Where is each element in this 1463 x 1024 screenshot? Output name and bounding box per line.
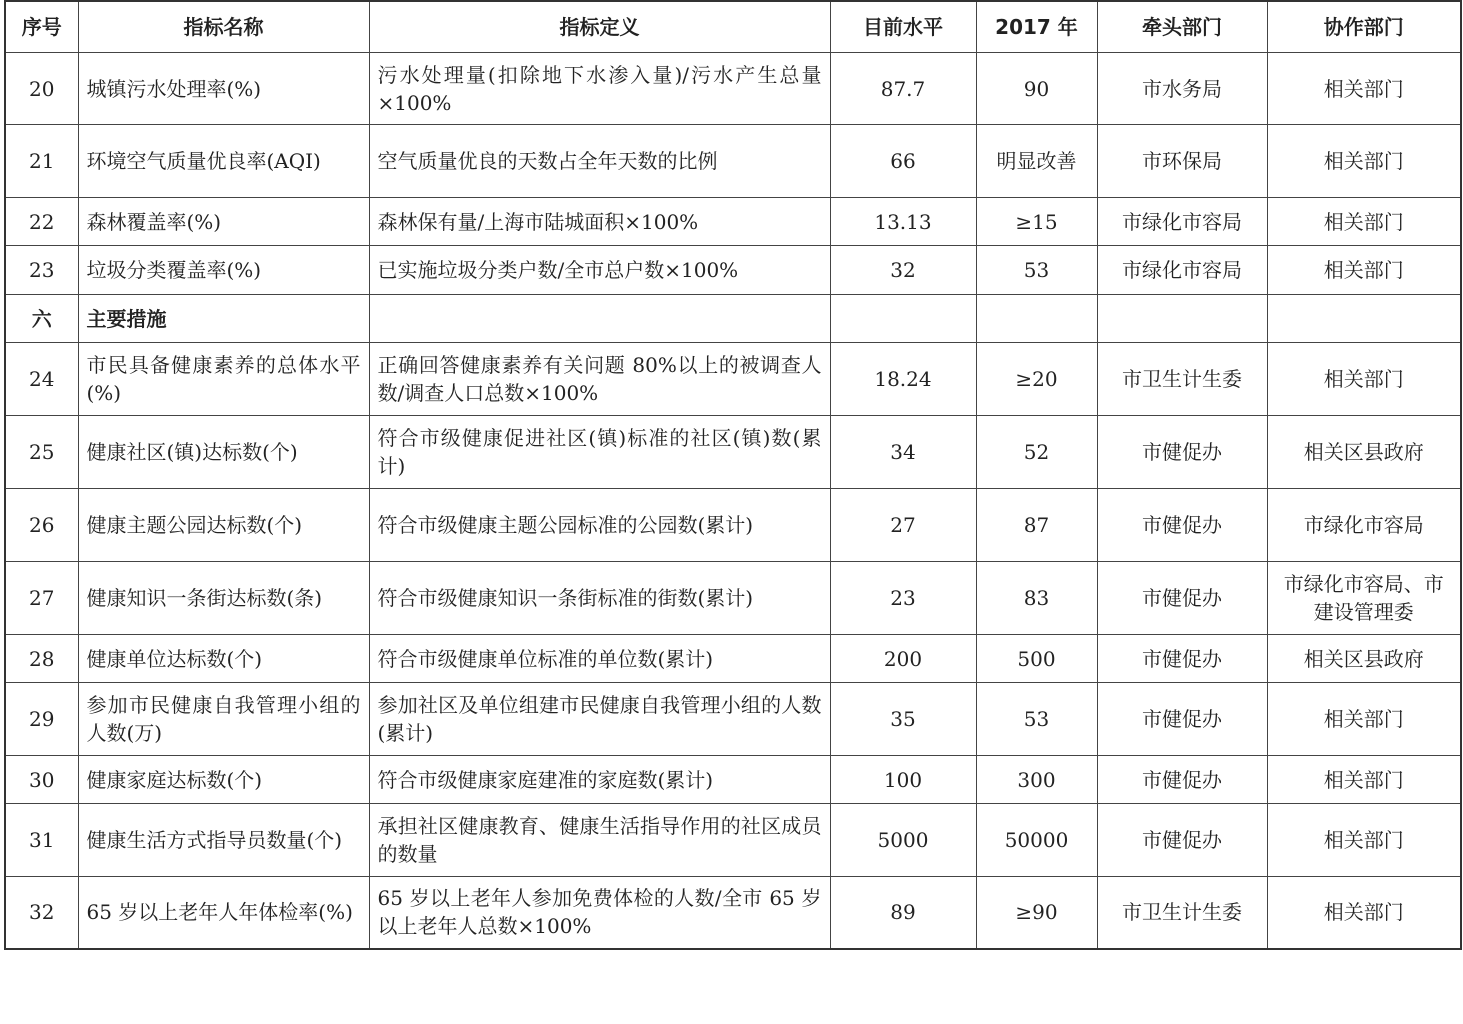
cell-2017: 500 <box>976 635 1097 683</box>
cell-coop-dept: 相关部门 <box>1267 756 1461 804</box>
cell-no: 23 <box>5 246 78 295</box>
cell-current <box>830 295 976 343</box>
header-lead-dept: 牵头部门 <box>1097 1 1267 53</box>
cell-name: 健康社区(镇)达标数(个) <box>78 416 369 489</box>
cell-2017: 明显改善 <box>976 125 1097 198</box>
cell-current: 23 <box>830 562 976 635</box>
cell-coop-dept: 相关部门 <box>1267 683 1461 756</box>
cell-definition: 森林保有量/上海市陆城面积×100% <box>369 198 830 246</box>
cell-definition: 符合市级健康知识一条街标准的街数(累计) <box>369 562 830 635</box>
header-no: 序号 <box>5 1 78 53</box>
cell-lead-dept: 市健促办 <box>1097 683 1267 756</box>
cell-2017: ≥15 <box>976 198 1097 246</box>
cell-definition: 参加社区及单位组建市民健康自我管理小组的人数(累计) <box>369 683 830 756</box>
cell-lead-dept: 市健促办 <box>1097 804 1267 877</box>
header-2017: 2017 年 <box>976 1 1097 53</box>
header-coop-dept: 协作部门 <box>1267 1 1461 53</box>
cell-no: 29 <box>5 683 78 756</box>
cell-definition <box>369 295 830 343</box>
cell-name: 主要措施 <box>78 295 369 343</box>
cell-name: 参加市民健康自我管理小组的人数(万) <box>78 683 369 756</box>
cell-lead-dept <box>1097 295 1267 343</box>
cell-name: 环境空气质量优良率(AQI) <box>78 125 369 198</box>
cell-no: 25 <box>5 416 78 489</box>
cell-2017: 83 <box>976 562 1097 635</box>
cell-2017: 300 <box>976 756 1097 804</box>
cell-definition: 符合市级健康家庭建准的家庭数(累计) <box>369 756 830 804</box>
table-row <box>5 246 1461 295</box>
table-row <box>5 198 1461 246</box>
cell-2017: 52 <box>976 416 1097 489</box>
cell-lead-dept: 市环保局 <box>1097 125 1267 198</box>
table-row <box>5 125 1461 198</box>
cell-no: 20 <box>5 53 78 125</box>
cell-current: 100 <box>830 756 976 804</box>
cell-2017 <box>976 295 1097 343</box>
cell-2017: 53 <box>976 246 1097 295</box>
cell-definition: 符合市级健康促进社区(镇)标准的社区(镇)数(累计) <box>369 416 830 489</box>
cell-definition: 空气质量优良的天数占全年天数的比例 <box>369 125 830 198</box>
cell-2017: ≥90 <box>976 877 1097 949</box>
table-row <box>5 562 1461 635</box>
cell-coop-dept: 相关部门 <box>1267 877 1461 949</box>
cell-coop-dept: 相关部门 <box>1267 343 1461 416</box>
cell-definition: 承担社区健康教育、健康生活指导作用的社区成员的数量 <box>369 804 830 877</box>
cell-lead-dept: 市卫生计生委 <box>1097 343 1267 416</box>
header-name: 指标名称 <box>78 1 369 53</box>
cell-coop-dept: 市绿化市容局 <box>1267 489 1461 562</box>
cell-lead-dept: 市健促办 <box>1097 756 1267 804</box>
table-row <box>5 877 1461 949</box>
cell-current: 87.7 <box>830 53 976 125</box>
cell-2017: 53 <box>976 683 1097 756</box>
cell-coop-dept <box>1267 295 1461 343</box>
table-row <box>5 53 1461 125</box>
cell-current: 18.24 <box>830 343 976 416</box>
cell-current: 66 <box>830 125 976 198</box>
cell-current: 34 <box>830 416 976 489</box>
cell-name: 健康主题公园达标数(个) <box>78 489 369 562</box>
cell-no: 26 <box>5 489 78 562</box>
table-header-row <box>5 1 1461 53</box>
cell-lead-dept: 市卫生计生委 <box>1097 877 1267 949</box>
table-row <box>5 489 1461 562</box>
table-row <box>5 343 1461 416</box>
cell-definition: 已实施垃圾分类户数/全市总户数×100% <box>369 246 830 295</box>
cell-no: 32 <box>5 877 78 949</box>
cell-name: 健康单位达标数(个) <box>78 635 369 683</box>
cell-name: 市民具备健康素养的总体水平(%) <box>78 343 369 416</box>
cell-current: 5000 <box>830 804 976 877</box>
table-row <box>5 416 1461 489</box>
cell-no: 30 <box>5 756 78 804</box>
cell-lead-dept: 市绿化市容局 <box>1097 246 1267 295</box>
cell-current: 13.13 <box>830 198 976 246</box>
header-definition: 指标定义 <box>369 1 830 53</box>
cell-name: 森林覆盖率(%) <box>78 198 369 246</box>
cell-lead-dept: 市健促办 <box>1097 635 1267 683</box>
cell-name: 健康生活方式指导员数量(个) <box>78 804 369 877</box>
cell-coop-dept: 相关部门 <box>1267 198 1461 246</box>
cell-lead-dept: 市健促办 <box>1097 562 1267 635</box>
cell-coop-dept: 相关部门 <box>1267 804 1461 877</box>
table-row <box>5 683 1461 756</box>
cell-name: 65 岁以上老年人年体检率(%) <box>78 877 369 949</box>
cell-name: 垃圾分类覆盖率(%) <box>78 246 369 295</box>
cell-no: 六 <box>5 295 78 343</box>
cell-name: 健康知识一条街达标数(条) <box>78 562 369 635</box>
table-row <box>5 804 1461 877</box>
cell-current: 200 <box>830 635 976 683</box>
cell-2017: 87 <box>976 489 1097 562</box>
cell-no: 22 <box>5 198 78 246</box>
cell-no: 28 <box>5 635 78 683</box>
cell-coop-dept: 相关部门 <box>1267 53 1461 125</box>
header-current: 目前水平 <box>830 1 976 53</box>
cell-coop-dept: 相关区县政府 <box>1267 416 1461 489</box>
cell-definition: 污水处理量(扣除地下水渗入量)/污水产生总量×100% <box>369 53 830 125</box>
cell-2017: 50000 <box>976 804 1097 877</box>
cell-definition: 正确回答健康素养有关问题 80%以上的被调查人数/调查人口总数×100% <box>369 343 830 416</box>
table-row <box>5 756 1461 804</box>
indicator-table <box>4 0 1462 950</box>
section-row <box>5 295 1461 343</box>
cell-current: 35 <box>830 683 976 756</box>
cell-coop-dept: 相关部门 <box>1267 125 1461 198</box>
cell-definition: 65 岁以上老年人参加免费体检的人数/全市 65 岁以上老年人总数×100% <box>369 877 830 949</box>
cell-no: 24 <box>5 343 78 416</box>
cell-coop-dept: 相关区县政府 <box>1267 635 1461 683</box>
cell-lead-dept: 市健促办 <box>1097 489 1267 562</box>
cell-no: 21 <box>5 125 78 198</box>
cell-current: 89 <box>830 877 976 949</box>
cell-definition: 符合市级健康单位标准的单位数(累计) <box>369 635 830 683</box>
cell-no: 27 <box>5 562 78 635</box>
cell-no: 31 <box>5 804 78 877</box>
cell-2017: ≥20 <box>976 343 1097 416</box>
cell-current: 32 <box>830 246 976 295</box>
cell-lead-dept: 市绿化市容局 <box>1097 198 1267 246</box>
cell-2017: 90 <box>976 53 1097 125</box>
cell-coop-dept: 市绿化市容局、市建设管理委 <box>1267 562 1461 635</box>
cell-lead-dept: 市水务局 <box>1097 53 1267 125</box>
cell-name: 健康家庭达标数(个) <box>78 756 369 804</box>
cell-current: 27 <box>830 489 976 562</box>
cell-name: 城镇污水处理率(%) <box>78 53 369 125</box>
table-row <box>5 635 1461 683</box>
cell-lead-dept: 市健促办 <box>1097 416 1267 489</box>
cell-definition: 符合市级健康主题公园标准的公园数(累计) <box>369 489 830 562</box>
cell-coop-dept: 相关部门 <box>1267 246 1461 295</box>
